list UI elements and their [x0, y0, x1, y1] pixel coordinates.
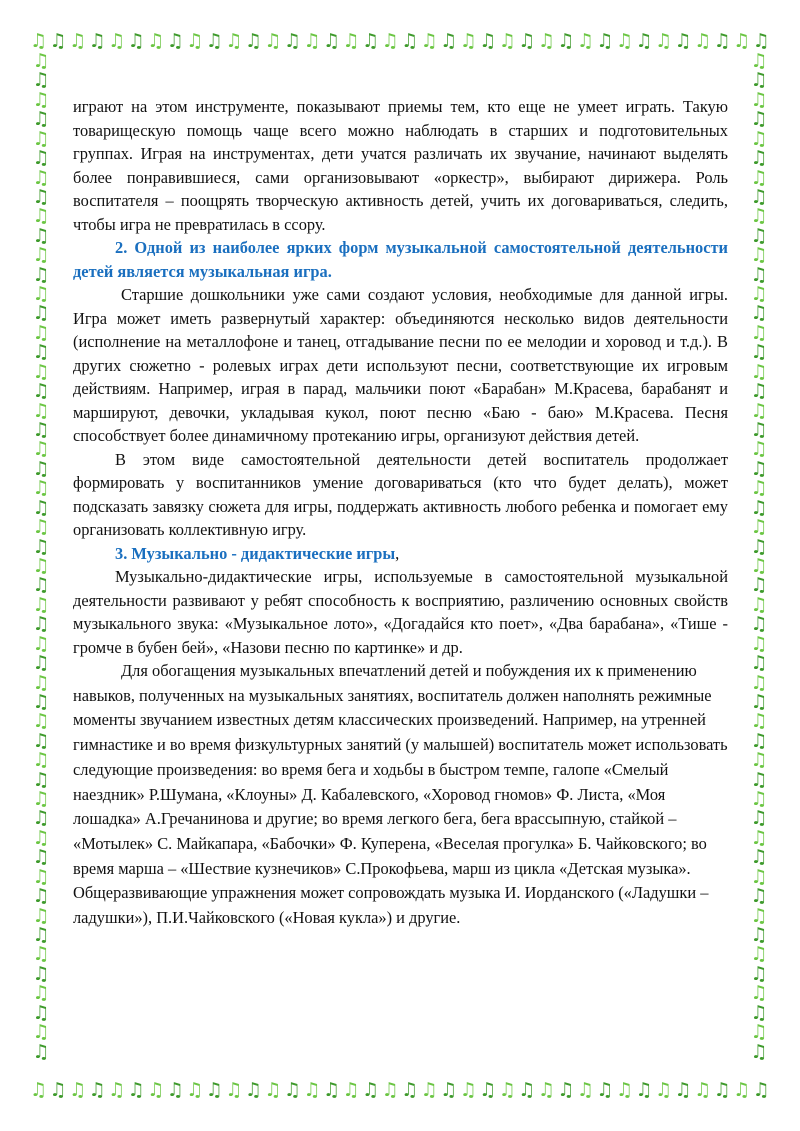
music-note-icon: ♫ — [303, 30, 321, 52]
paragraph-instruments: играют на этом инструменте, показывают приемы тем, кто еще не умеет играть. Такую товарищескую помощь чаще всего можно наблюдать в старших и подготовительных группах. Играя на инструментах, дети учатся различать их звучание, начинают выделять более понравившиеся, сами организовывают «оркестр», выбирают дирижера. Роль воспитателя – поощрять творческую активность детей, учить их договариваться, следить, чтобы игра не превратилась в ссору. — [73, 97, 728, 234]
music-note-icon: ♫ — [362, 1079, 380, 1101]
music-note-icon: ♫ — [69, 30, 87, 52]
paragraph-older-preschoolers: Старшие дошкольники уже сами создают условия, необходимые для данной игры. Игра может иметь развернутый характер: объединяются несколько видов деятельности (исполнение на металлофоне и танец, отгадывание песни по ее мелодии и хоровод и т.д.). В других сюжетно - ролевых играх дети используют песни, соответствующие их игровым действиям. Например, играя в парад, мальчики поют «Барабан» М.Красева, барабанят и маршируют, девочки, укладывая кукол, поют песню «Баю - баю» М.Красева. Песня способствует более динамичному протеканию игры, организуют действия детей. — [73, 285, 728, 445]
music-note-icon: ♫ — [108, 1079, 126, 1101]
music-note-icon: ♫ — [750, 185, 768, 208]
music-note-icon: ♫ — [127, 1079, 145, 1101]
music-note-icon: ♫ — [750, 788, 768, 811]
music-note-icon: ♫ — [342, 1079, 360, 1101]
music-note-icon: ♫ — [655, 30, 673, 52]
music-note-icon: ♫ — [750, 380, 768, 403]
music-note-icon: ♫ — [635, 30, 653, 52]
music-note-icon: ♫ — [750, 593, 768, 616]
music-note-icon: ♫ — [166, 1079, 184, 1101]
music-note-icon: ♫ — [32, 923, 50, 946]
music-note-icon: ♫ — [32, 108, 50, 131]
music-note-icon: ♫ — [635, 1079, 653, 1101]
music-note-icon: ♫ — [32, 807, 50, 830]
music-note-icon: ♫ — [750, 846, 768, 869]
music-note-icon: ♫ — [32, 593, 50, 616]
music-note-icon: ♫ — [32, 244, 50, 267]
music-note-icon: ♫ — [32, 768, 50, 791]
music-note-icon: ♫ — [303, 1079, 321, 1101]
music-note-icon: ♫ — [32, 710, 50, 733]
music-note-icon: ♫ — [498, 30, 516, 52]
music-note-icon: ♫ — [32, 865, 50, 888]
music-note-icon: ♫ — [127, 30, 145, 52]
music-note-icon: ♫ — [596, 1079, 614, 1101]
music-note-icon: ♫ — [479, 30, 497, 52]
music-note-icon: ♫ — [750, 554, 768, 577]
music-note-icon: ♫ — [186, 1079, 204, 1101]
music-note-icon: ♫ — [750, 302, 768, 325]
music-note-icon: ♫ — [32, 962, 50, 985]
music-note-icon: ♫ — [537, 30, 555, 52]
paragraph-educator-role: В этом виде самостоятельной деятельности детей воспитатель продолжает формировать у воспитанников умение договариваться (кто что будет делать), может подсказать завязку сюжета для игры, поддержать активность любого ребенка и помогает ему организовать коллективную игру. — [73, 449, 728, 539]
decorative-border-top — [30, 30, 770, 52]
music-note-icon: ♫ — [32, 632, 50, 655]
music-note-icon: ♫ — [32, 749, 50, 772]
music-note-icon: ♫ — [479, 1079, 497, 1101]
music-note-icon: ♫ — [32, 205, 50, 228]
decorative-border-left — [30, 52, 52, 1062]
music-note-icon: ♫ — [32, 885, 50, 908]
music-note-icon: ♫ — [750, 283, 768, 306]
music-note-icon: ♫ — [557, 30, 575, 52]
music-note-icon: ♫ — [32, 419, 50, 442]
music-note-icon: ♫ — [88, 1079, 106, 1101]
music-note-icon: ♫ — [750, 516, 768, 539]
music-note-icon: ♫ — [32, 302, 50, 325]
music-note-icon: ♫ — [32, 438, 50, 461]
music-note-icon: ♫ — [750, 1021, 768, 1044]
music-note-icon: ♫ — [694, 30, 712, 52]
music-note-icon: ♫ — [752, 1079, 770, 1101]
music-note-icon: ♫ — [32, 496, 50, 519]
music-note-icon: ♫ — [750, 652, 768, 675]
music-note-icon: ♫ — [750, 69, 768, 92]
music-note-icon: ♫ — [32, 613, 50, 636]
music-note-icon: ♫ — [750, 360, 768, 383]
music-note-icon: ♫ — [32, 52, 50, 72]
music-note-icon: ♫ — [32, 652, 50, 675]
music-note-icon: ♫ — [362, 30, 380, 52]
music-note-icon: ♫ — [750, 205, 768, 228]
music-note-icon: ♫ — [750, 1040, 768, 1062]
music-note-icon: ♫ — [49, 30, 67, 52]
music-note-icon: ♫ — [147, 30, 165, 52]
music-note-icon: ♫ — [32, 399, 50, 422]
music-note-icon: ♫ — [381, 1079, 399, 1101]
music-note-icon: ♫ — [147, 1079, 165, 1101]
section-heading-didactic-games-line — [73, 542, 728, 566]
music-note-icon: ♫ — [32, 147, 50, 170]
music-note-icon: ♫ — [750, 749, 768, 772]
music-note-icon: ♫ — [750, 477, 768, 500]
music-note-icon: ♫ — [244, 30, 262, 52]
music-note-icon: ♫ — [49, 1079, 67, 1101]
music-note-icon: ♫ — [322, 30, 341, 52]
music-note-icon: ♫ — [750, 321, 768, 344]
music-note-icon: ♫ — [32, 360, 50, 383]
music-note-icon: ♫ — [32, 690, 50, 713]
music-note-icon: ♫ — [750, 341, 768, 364]
music-note-icon: ♫ — [713, 30, 731, 52]
music-note-icon: ♫ — [713, 1079, 731, 1101]
music-note-icon: ♫ — [32, 671, 50, 694]
music-note-icon: ♫ — [557, 1079, 575, 1101]
music-note-icon: ♫ — [283, 30, 301, 52]
music-note-icon: ♫ — [750, 710, 768, 733]
music-note-icon: ♫ — [32, 127, 50, 150]
music-note-icon: ♫ — [750, 263, 768, 286]
music-note-icon: ♫ — [32, 554, 50, 577]
heading-suffix: , — [395, 543, 400, 563]
music-note-icon: ♫ — [32, 904, 50, 927]
music-note-icon: ♫ — [32, 341, 50, 364]
document-body — [73, 95, 728, 931]
music-note-icon: ♫ — [32, 1021, 50, 1044]
music-note-icon: ♫ — [342, 30, 360, 52]
music-note-icon: ♫ — [88, 30, 106, 52]
music-note-icon: ♫ — [596, 30, 614, 52]
music-note-icon: ♫ — [750, 535, 768, 558]
music-note-icon: ♫ — [440, 1079, 458, 1101]
music-note-icon: ♫ — [750, 457, 768, 480]
music-note-icon: ♫ — [283, 1079, 301, 1101]
music-note-icon: ♫ — [32, 516, 50, 539]
music-note-icon: ♫ — [750, 1001, 768, 1024]
music-note-icon: ♫ — [576, 1079, 594, 1101]
music-note-icon: ♫ — [108, 30, 126, 52]
music-note-icon: ♫ — [750, 885, 768, 908]
music-note-icon: ♫ — [186, 30, 204, 52]
music-note-icon: ♫ — [750, 613, 768, 636]
music-note-icon: ♫ — [459, 30, 477, 52]
music-note-icon: ♫ — [674, 1079, 692, 1101]
music-note-icon: ♫ — [674, 30, 692, 52]
music-note-icon: ♫ — [750, 807, 768, 830]
music-note-icon: ♫ — [750, 399, 768, 422]
paragraph-classical-works: Для обогащения музыкальных впечатлений детей и побуждения их к применению навыков, полученных на музыкальных занятиях, воспитатель должен наполнять режимные моменты звучанием известных детям классических произведений. Например, на утренней гимнастике и во время физкультурных занятий (у малышей) воспитатель может использовать следующие произведения: во время бега и ходьбы в быстром темпе, галопе «Смелый наездник» Р.Шумана, «Клоуны» Д. Кабалевского, «Хоровод гномов» Ф. Листа, «Моя лошадка» А.Гречанинова и другие; во время легкого бега, бега врассыпную, стайкой – «Мотылек» С. Майкапара, «Бабочки» Ф. Куперена, «Веселая прогулка» Б. Чайковского; во время марша – «Шествие кузнечиков» С.Прокофьева, марш из цикла «Детская музыка». Общеразвивающие упражнения может сопровождать музыка И. Иорданского («Ладушки – ладушки»), П.И.Чайковского («Новая кукла») и другие. — [73, 661, 728, 928]
music-note-icon: ♫ — [750, 768, 768, 791]
music-note-icon: ♫ — [32, 574, 50, 597]
paragraph-didactic-games: Музыкально-дидактические игры, используемые в самостоятельной музыкальной деятельности развивают у ребят способность к восприятию, различению основных свойств музыкального звука: «Музыкальное лото», «Догадайся кто поет», «Два барабана», «Тише - громче в бубен бей», «Назови песню по картинке» и др. — [73, 567, 728, 657]
music-note-icon: ♫ — [615, 1079, 633, 1101]
music-note-icon: ♫ — [401, 1079, 419, 1101]
music-note-icon: ♫ — [750, 419, 768, 442]
music-note-icon: ♫ — [750, 923, 768, 946]
music-note-icon: ♫ — [750, 982, 768, 1005]
music-note-icon: ♫ — [32, 788, 50, 811]
music-note-icon: ♫ — [576, 30, 594, 52]
music-note-icon: ♫ — [32, 477, 50, 500]
music-note-icon: ♫ — [32, 88, 50, 111]
music-note-icon: ♫ — [244, 1079, 262, 1101]
music-note-icon: ♫ — [518, 1079, 536, 1101]
music-note-icon: ♫ — [30, 30, 48, 52]
music-note-icon: ♫ — [750, 904, 768, 927]
music-note-icon: ♫ — [32, 166, 50, 189]
music-note-icon: ♫ — [225, 1079, 243, 1101]
music-note-icon: ♫ — [750, 166, 768, 189]
music-note-icon: ♫ — [32, 457, 50, 480]
music-note-icon: ♫ — [750, 826, 768, 849]
music-note-icon: ♫ — [750, 574, 768, 597]
music-note-icon: ♫ — [420, 1079, 438, 1101]
music-note-icon: ♫ — [752, 30, 770, 52]
music-note-icon: ♫ — [32, 982, 50, 1005]
music-note-icon: ♫ — [32, 380, 50, 403]
music-note-icon: ♫ — [205, 1079, 223, 1101]
music-note-icon: ♫ — [733, 30, 751, 52]
music-note-icon: ♫ — [750, 729, 768, 752]
music-note-icon: ♫ — [750, 671, 768, 694]
music-note-icon: ♫ — [401, 30, 419, 52]
music-note-icon: ♫ — [750, 962, 768, 985]
music-note-icon: ♫ — [440, 30, 458, 52]
music-note-icon: ♫ — [420, 30, 438, 52]
music-note-icon: ♫ — [32, 185, 50, 208]
music-note-icon: ♫ — [694, 1079, 712, 1101]
music-note-icon: ♫ — [750, 52, 768, 72]
music-note-icon: ♫ — [459, 1079, 477, 1101]
decorative-border-bottom — [30, 1079, 770, 1101]
music-note-icon: ♫ — [32, 846, 50, 869]
music-note-icon: ♫ — [750, 88, 768, 111]
music-note-icon: ♫ — [750, 108, 768, 131]
music-note-icon: ♫ — [750, 496, 768, 519]
music-note-icon: ♫ — [225, 30, 243, 52]
music-note-icon: ♫ — [32, 283, 50, 306]
music-note-icon: ♫ — [32, 729, 50, 752]
music-note-icon: ♫ — [32, 1001, 50, 1024]
music-note-icon: ♫ — [750, 438, 768, 461]
music-note-icon: ♫ — [750, 224, 768, 247]
music-note-icon: ♫ — [264, 30, 282, 52]
section-heading-music-game: 2. Одной из наиболее ярких форм музыкальной самостоятельной деятельности детей является музыкальная игра. — [73, 238, 728, 281]
music-note-icon: ♫ — [733, 1079, 751, 1101]
music-note-icon: ♫ — [32, 943, 50, 966]
music-note-icon: ♫ — [655, 1079, 673, 1101]
music-note-icon: ♫ — [750, 690, 768, 713]
music-note-icon: ♫ — [69, 1079, 87, 1101]
section-heading-didactic-games: 3. Музыкально - дидактические игры — [115, 543, 396, 563]
music-note-icon: ♫ — [750, 865, 768, 888]
decorative-border-right — [748, 52, 770, 1062]
music-note-icon: ♫ — [322, 1079, 341, 1101]
music-note-icon: ♫ — [264, 1079, 282, 1101]
music-note-icon: ♫ — [518, 30, 536, 52]
music-note-icon: ♫ — [30, 1079, 48, 1101]
music-note-icon: ♫ — [750, 127, 768, 150]
music-note-icon: ♫ — [32, 1040, 50, 1062]
music-note-icon: ♫ — [32, 224, 50, 247]
music-note-icon: ♫ — [750, 943, 768, 966]
music-note-icon: ♫ — [205, 30, 223, 52]
music-note-icon: ♫ — [537, 1079, 555, 1101]
music-note-icon: ♫ — [32, 826, 50, 849]
music-note-icon: ♫ — [750, 244, 768, 267]
music-note-icon: ♫ — [32, 69, 50, 92]
music-note-icon: ♫ — [166, 30, 184, 52]
music-note-icon: ♫ — [32, 263, 50, 286]
music-note-icon: ♫ — [750, 632, 768, 655]
music-note-icon: ♫ — [750, 147, 768, 170]
music-note-icon: ♫ — [615, 30, 633, 52]
music-note-icon: ♫ — [381, 30, 399, 52]
music-note-icon: ♫ — [498, 1079, 516, 1101]
music-note-icon: ♫ — [32, 321, 50, 344]
music-note-icon: ♫ — [32, 535, 50, 558]
